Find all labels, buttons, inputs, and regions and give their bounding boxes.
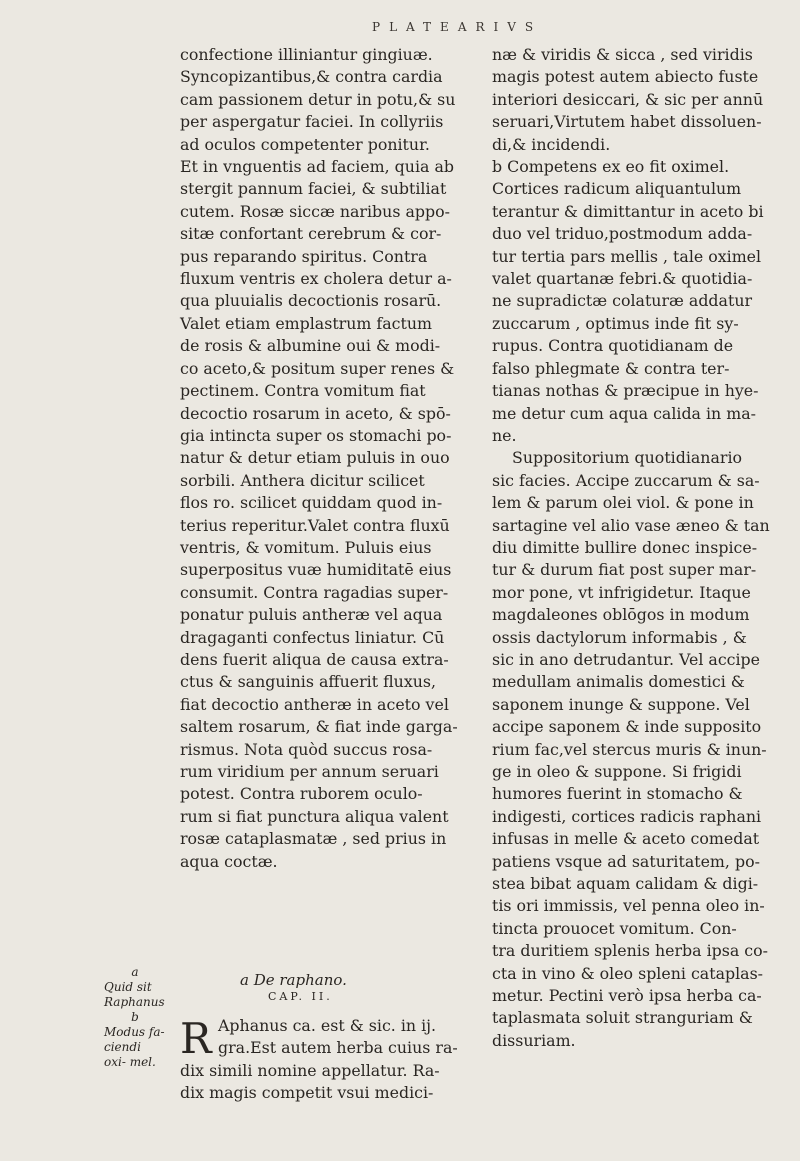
text-line: Suppositorium quotidianario	[512, 448, 743, 468]
text-line: infusas in melle & aceto comedat	[492, 829, 760, 849]
running-head: PLATEARIVS	[372, 20, 543, 34]
text-line: dens fuerit aliqua de causa extra-	[180, 649, 449, 669]
text-line: ne supradictæ colaturæ addatur	[492, 291, 753, 311]
chapter-line: dix simili nomine appellatur. Ra-	[180, 1060, 440, 1080]
text-line: fluxum ventris ex cholera detur a-	[180, 269, 452, 289]
text-line: interiori desiccari, & sic per annū	[492, 89, 764, 109]
margin-note-letter-b: b	[131, 1010, 139, 1024]
text-line: fiat decoctio antheræ in aceto vel	[180, 694, 449, 714]
text-line: saponem inunge & suppone. Vel	[492, 694, 750, 714]
text-line: co aceto,& positum super renes &	[180, 358, 455, 378]
text-line: valet quartanæ febri.& quotidia-	[492, 269, 753, 289]
left-column	[180, 44, 470, 873]
text-line: Et in vnguentis ad faciem, quia ab	[180, 157, 454, 177]
text-line: potest. Contra ruborem oculo-	[180, 784, 423, 804]
text-line: humores fuerint in stomacho &	[492, 784, 743, 804]
text-line: tra duritiem splenis herba ipsa co-	[492, 941, 768, 961]
text-line: diu dimitte bullire donec inspice-	[492, 537, 758, 557]
text-line: ge in oleo & suppone. Si frigidi	[492, 762, 742, 781]
text-line: ctus & sanguinis affuerit fluxus,	[180, 672, 437, 692]
text-line: tis ori immissis, vel penna oleo in-	[492, 896, 765, 916]
text-line: gia intincta super os stomachi po-	[180, 425, 452, 445]
text-line: ossis dactylorum informabis , &	[492, 627, 747, 647]
text-line: ponatur puluis antheræ vel aqua	[180, 605, 443, 625]
text-line: tianas nothas & præcipue in hye-	[492, 381, 759, 401]
text-line: natur & detur etiam puluis in ouo	[180, 448, 450, 468]
text-line: rum si fiat punctura aliqua valent	[180, 806, 449, 826]
text-line: terantur & dimittantur in aceto bi	[492, 201, 764, 221]
chapter-heading: a De raphano.	[240, 971, 347, 989]
text-line: flos ro. scilicet quiddam quod in-	[180, 493, 443, 513]
margin-notes	[104, 965, 166, 1070]
chapter-opening-paragraph	[180, 1015, 470, 1105]
text-line: Syncopizantibus,& contra cardia	[180, 67, 443, 87]
text-line: tur tertia pars mellis , tale oximel	[492, 246, 762, 266]
text-line: accipe saponem & inde supposito	[492, 717, 762, 737]
text-line: rupus. Contra quotidianam de	[492, 336, 734, 356]
text-line: sartagine vel alio vase æneo & tan	[492, 515, 770, 535]
text-line: saltem rosarum, & fiat inde garga-	[180, 717, 458, 737]
text-line: de rosis & albumine oui & modi-	[180, 336, 441, 356]
text-line: pus reparando spiritus. Contra	[180, 246, 428, 266]
text-line: metur. Pectini verò ipsa herba ca-	[492, 986, 762, 1006]
text-line: tur & durum fiat post super mar-	[492, 560, 757, 580]
text-line: sic facies. Accipe zuccarum & sa-	[492, 470, 760, 490]
text-line: per aspergatur faciei. In collyriis	[180, 112, 444, 132]
text-line: mor pone, vt infrigidetur. Itaque	[492, 582, 751, 602]
text-line: rum viridium per annum seruari	[180, 762, 439, 781]
text-line: ad oculos competenter ponitur.	[180, 134, 430, 154]
text-line: næ & viridis & sicca , sed viridis	[492, 45, 753, 64]
chapter-line: gra.Est autem herba cuius ra-	[218, 1038, 458, 1058]
chapter-line: dix magis competit vsui medici-	[180, 1083, 434, 1103]
text-line: magdaleones oblōgos in modum	[492, 605, 750, 625]
text-line: me detur cum aqua calida in ma-	[492, 403, 756, 423]
text-line: dissuriam.	[492, 1030, 576, 1050]
text-line: aqua coctæ.	[180, 851, 278, 871]
chapter-first-line: Aphanus ca. est & sic. in ij.	[218, 1016, 437, 1035]
text-line: sorbili. Anthera dicitur scilicet	[180, 470, 425, 490]
text-line: cutem. Rosæ siccæ naribus appo-	[180, 201, 450, 221]
text-line: confectione illiniantur gingiuæ.	[180, 45, 433, 64]
text-line: qua pluuialis decoctionis rosarū.	[180, 291, 442, 311]
text-line: Valet etiam emplastrum factum	[180, 313, 433, 333]
text-line: patiens vsque ad saturitatem, po-	[492, 851, 760, 871]
text-line: superpositus vuæ humiditatē eius	[180, 560, 452, 580]
text-line: rismus. Nota quòd succus rosa-	[180, 739, 433, 759]
text-line: rium fac,vel stercus muris & inun-	[492, 739, 767, 759]
text-line: duo vel triduo,postmodum adda-	[492, 224, 753, 244]
text-line: decoctio rosarum in aceto, & spō-	[180, 403, 451, 423]
text-line: terius reperitur.Valet contra fluxū	[180, 515, 450, 535]
text-line: consumit. Contra ragadias super-	[180, 582, 449, 602]
text-line: di,& incidendi.	[492, 134, 611, 154]
right-column	[492, 44, 775, 1052]
text-line: Cortices radicum aliquantulum	[492, 179, 742, 199]
text-line: magis potest autem abiecto fuste	[492, 67, 759, 87]
margin-note-oximel: Modus fa- ciendi oxi- mel.	[104, 1025, 165, 1069]
text-line: pectinem. Contra vomitum fiat	[180, 381, 426, 401]
text-line: rosæ cataplasmatæ , sed prius in	[180, 829, 447, 849]
text-line: sic in ano detrudantur. Vel accipe	[492, 649, 761, 669]
text-line: ne.	[492, 425, 517, 445]
margin-note-raphanus: Quid sit Raphanus	[104, 980, 165, 1009]
text-line: seruari,Virtutem habet dissoluen-	[492, 112, 762, 132]
text-line: sitæ confortant cerebrum & cor-	[180, 224, 442, 244]
text-line: lem & parum olei viol. & pone in	[492, 493, 754, 513]
text-line: ventris, & vomitum. Puluis eius	[180, 537, 432, 557]
text-line: stergit pannum faciei, & subtiliat	[180, 179, 447, 199]
text-line: dragaganti confectus liniatur. Cū	[180, 627, 445, 647]
drop-cap-letter: R	[180, 1014, 212, 1063]
text-line: taplasmata soluit stranguriam &	[492, 1008, 753, 1028]
text-line: medullam animalis domestici &	[492, 672, 745, 692]
text-line: indigesti, cortices radicis raphani	[492, 806, 762, 826]
margin-note-letter-a: a	[131, 965, 139, 979]
text-line: zuccarum , optimus inde fit sy-	[492, 313, 739, 333]
text-line: cam passionem detur in potu,& su	[180, 89, 456, 109]
text-line: falso phlegmate & contra ter-	[492, 358, 730, 378]
chapter-number: CAP. II.	[268, 990, 333, 1003]
text-line: b Competens ex eo fit oximel.	[492, 157, 730, 177]
text-line: stea bibat aquam calidam & digi-	[492, 874, 759, 894]
text-line: tincta prouocet vomitum. Con-	[492, 918, 737, 938]
text-line: cta in vino & oleo spleni cataplas-	[492, 963, 764, 983]
